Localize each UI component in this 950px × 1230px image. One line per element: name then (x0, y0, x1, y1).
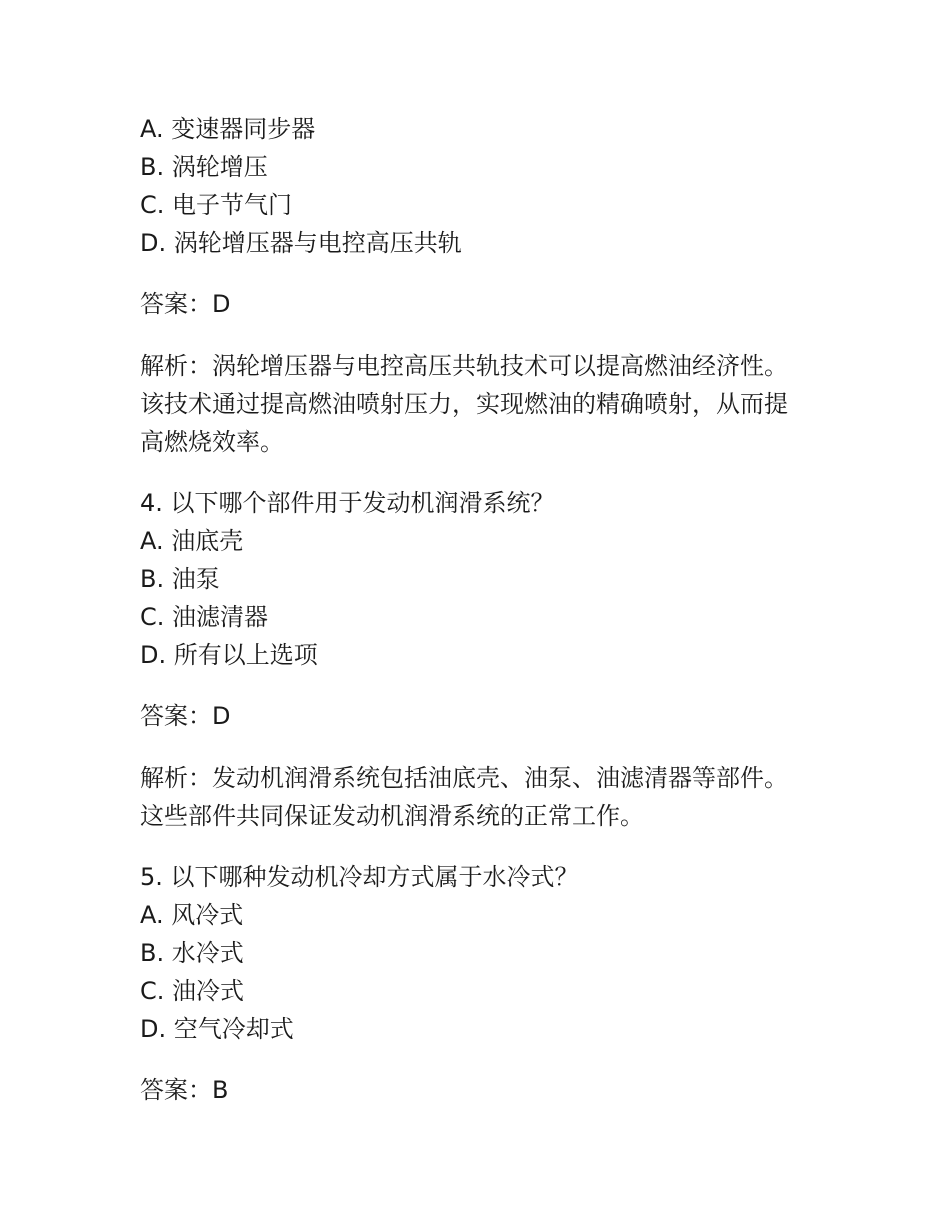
q4-analysis-line-1: 解析：发动机润滑系统包括油底壳、油泵、油滤清器等部件。 (140, 764, 788, 792)
q3-option-b: B. 涡轮增压 (140, 153, 268, 181)
q3-analysis-line-3: 高燃烧效率。 (140, 428, 284, 456)
q4-question: 4. 以下哪个部件用于发动机润滑系统？ (140, 489, 555, 517)
q5-question: 5. 以下哪种发动机冷却方式属于水冷式？ (140, 863, 579, 891)
q4-option-a: A. 油底壳 (140, 527, 244, 555)
q5-option-a: A. 风冷式 (140, 901, 244, 929)
q4-analysis-line-2: 这些部件共同保证发动机润滑系统的正常工作。 (140, 802, 644, 830)
q4-option-d: D. 所有以上选项 (140, 641, 318, 669)
q3-option-a: A. 变速器同步器 (140, 115, 316, 143)
q3-analysis-line-1: 解析：涡轮增压器与电控高压共轨技术可以提高燃油经济性。 (140, 352, 788, 380)
q4-answer: 答案：D (140, 702, 231, 730)
q5-answer: 答案：B (140, 1076, 229, 1104)
q5-option-b: B. 水冷式 (140, 939, 244, 967)
q4-option-c: C. 油滤清器 (140, 603, 269, 631)
q3-analysis-line-2: 该技术通过提高燃油喷射压力，实现燃油的精确喷射，从而提 (140, 390, 788, 418)
q5-option-d: D. 空气冷却式 (140, 1015, 294, 1043)
q3-answer: 答案：D (140, 290, 231, 318)
q5-option-c: C. 油冷式 (140, 977, 245, 1005)
q4-option-b: B. 油泵 (140, 565, 220, 593)
q3-option-c: C. 电子节气门 (140, 191, 293, 219)
q3-option-d: D. 涡轮增压器与电控高压共轨 (140, 229, 462, 257)
